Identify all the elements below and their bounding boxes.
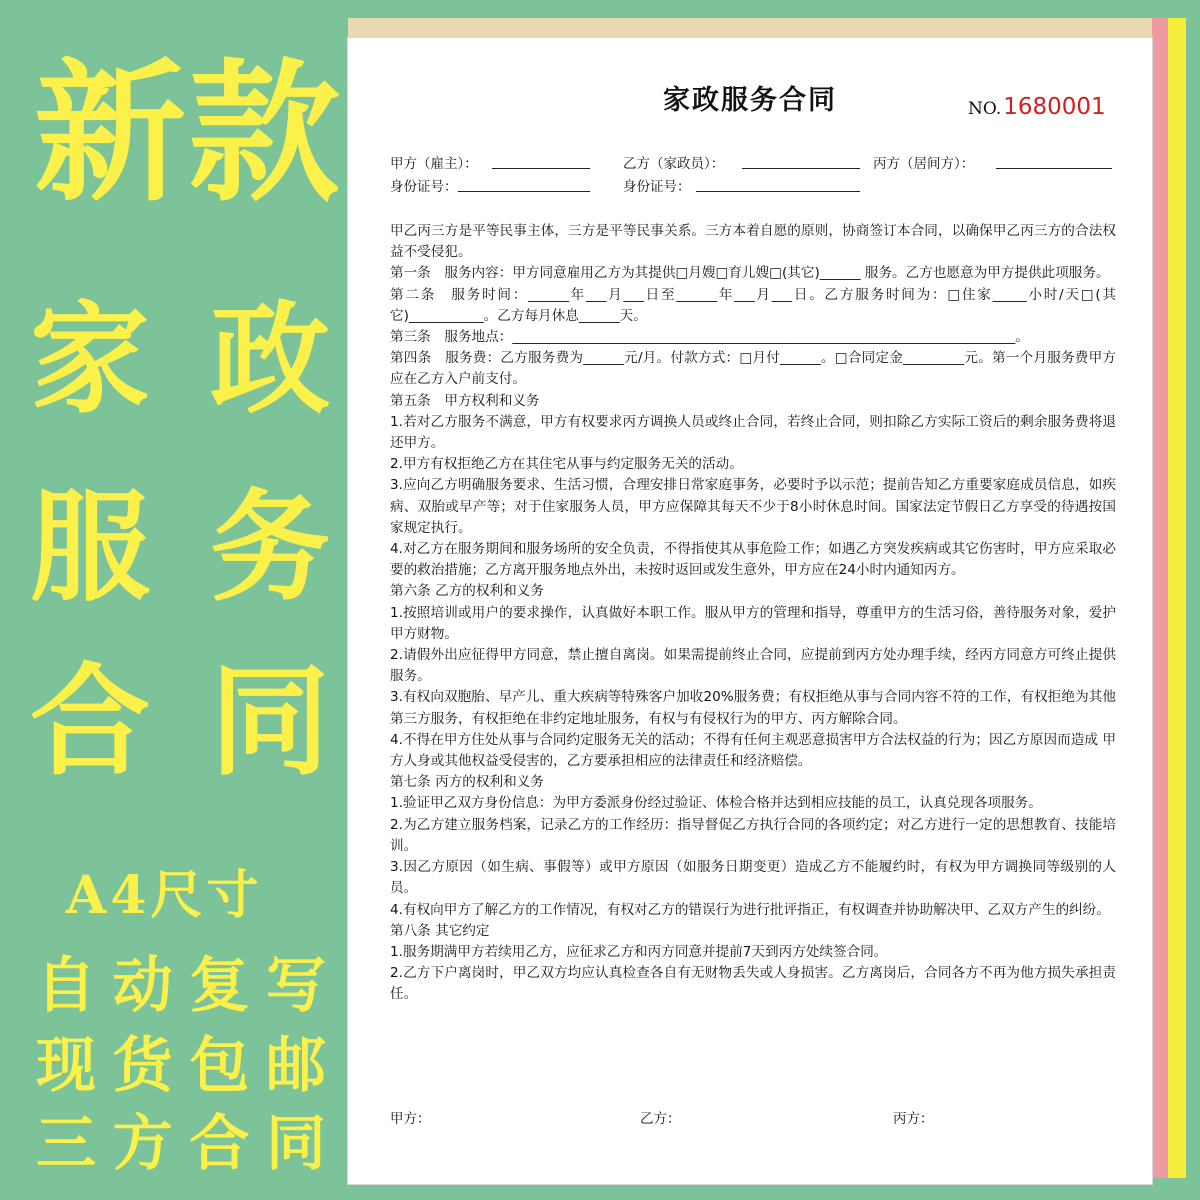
contract-body — [390, 221, 1116, 1006]
party-c-blank[interactable] — [996, 168, 1112, 169]
promo-line-tripartite — [36, 1109, 326, 1179]
clause-5-item: 4.对乙方在服务期间和服务场所的安全负责，不得指使其从事危险工作；如遇乙方突发疾病或其它伤害时，甲方应采取必要的救治措施；乙方离开服务地点外出，未按时返回或发生意外，甲方应在24小时内通知丙方。 — [390, 541, 1116, 579]
promo-char: 务 — [210, 477, 330, 618]
party-a-id-blank[interactable] — [458, 191, 590, 192]
promo-char: 货 — [112, 1031, 173, 1101]
clause-6-item: 4.不得在甲方住处从事与合同约定服务无关的活动；不得有任何主观恶意损害甲方合法权益的行为；因乙方原因而造成 甲方人身或其他权益受侵害的，乙方要承担相应的法律责任和经济赔偿。 — [390, 731, 1116, 770]
clause-5-item: 1.若对乙方服务不满意，甲方有权要求丙方调换人员或终止合同，若终止合同，则扣除乙方实际工资后的剩余服务费将退还甲方。 — [390, 413, 1116, 452]
promo-char: 包 — [189, 1031, 250, 1101]
clause-5-heading: 第五条 甲方权利和义务 — [390, 392, 540, 409]
party-b-id-label: 身份证号： — [623, 179, 691, 195]
clause-8-item: 2.乙方下户离岗时，甲乙双方均应认真检查各自有无财物丢失或人身损害。乙方离岗后，合同各方不再为他方损失承担责任。 — [390, 965, 1116, 1003]
clause-2: 第二条 服务时间：______年___月___日至______年___月___日。乙方服务时间为：□住家_____小时/天□(其它)___________。乙方每月休息______天。 — [390, 286, 1116, 324]
promo-char: 政 — [210, 289, 330, 430]
party-a-blank[interactable] — [492, 168, 590, 169]
promo-char: 合 — [189, 1109, 250, 1179]
promo-char: 服 — [30, 477, 150, 618]
party-b-blank[interactable] — [742, 168, 860, 169]
promo-char: 动 — [112, 951, 173, 1021]
clause-6-item: 1.按照培训或用户的要求操作，认真做好本职工作。服从甲方的管理和指导，尊重甲方的生活习俗，善待服务对象，爱护甲方财物。 — [390, 604, 1116, 642]
clause-7-item: 3.因乙方原因（如生病、事假等）或甲方原因（如服务日期变更）造成乙方不能履约时，有权为甲方调换同等级别的人员。 — [390, 859, 1116, 897]
signature-party-b[interactable]: 乙方： — [640, 1111, 681, 1127]
promo-char: 三 — [36, 1109, 96, 1179]
party-b-label: 乙方（家政员）： — [623, 156, 725, 172]
clause-6-item: 3.有权向双胞胎、早产儿、重大疾病等特殊客户加收20%服务费；有权拒绝从事与合同内容不符的工作，有权拒绝为其他第三方服务，有权拒绝在非约定地址服务，有权与有侵权行为的甲方、丙方解除合同。 — [390, 689, 1116, 727]
clause-6-item: 2.请假外出应征得甲方同意，禁止擅自离岗。如果需提前终止合同，应提前到丙方处办理手续，经丙方同意方可终止提供服务。 — [390, 647, 1116, 685]
promo-new: 新款 — [34, 45, 342, 222]
clause-8-heading: 第八条 其它约定 — [390, 922, 490, 939]
clause-7-item: 4.有权向甲方了解乙方的工作情况，有权对乙方的错误行为进行批评指正，有权调查并协助解决甲、乙双方产生的纠纷。 — [390, 901, 1110, 918]
promo-char: 写 — [265, 951, 326, 1021]
paper-yellow-copy — [1166, 18, 1186, 1178]
serial-number — [968, 94, 1106, 120]
clause-3: 第三条 服务地点：__________________________________________________________________________。 — [390, 329, 1029, 346]
clause-7-item: 2.为乙方建立服务档案，记录乙方的工作经历：指导督促乙方执行合同的各项约定；对乙方进行一定的思想教育、技能培训。 — [390, 816, 1116, 854]
signature-party-a[interactable]: 甲方： — [390, 1111, 431, 1127]
promo-row-service — [30, 477, 330, 618]
promo-char: 现 — [36, 1031, 96, 1101]
serial-prefix: NO. — [968, 99, 1002, 119]
promo-char: 复 — [189, 951, 250, 1021]
promo-char: 同 — [265, 1109, 326, 1179]
document-title: 家政服务合同 — [663, 85, 837, 116]
party-a-label: 甲方（雇主）： — [390, 156, 478, 172]
promo-line-carbonless — [36, 951, 326, 1021]
promo-char: 方 — [112, 1109, 173, 1179]
clause-1: 第一条 服务内容：甲方同意雇用乙方为其提供□月嫂□育儿嫂□(其它)______ 服务。乙方也愿意为甲方提供此项服务。 — [390, 265, 1110, 282]
promo-line-instock — [36, 1031, 326, 1101]
paper-pink-copy — [1152, 18, 1168, 1178]
promo-row-contract — [30, 651, 330, 792]
promo-size: A4尺寸 — [66, 865, 263, 926]
clause-7-item: 1.验证甲乙双方身份信息：为甲方委派身份经过验证、体检合格并达到相应技能的员工，认真兑现各项服务。 — [390, 795, 1042, 812]
party-b-id-blank[interactable] — [696, 191, 860, 192]
promo-row-household — [30, 289, 330, 430]
clause-6-heading: 第六条 乙方的权利和义务 — [390, 583, 544, 600]
clause-7-heading: 第七条 丙方的权利和义务 — [390, 774, 544, 791]
promo-char: 邮 — [265, 1031, 326, 1101]
clause-8-item: 1.服务期满甲方若续用乙方，应征求乙方和丙方同意并提前7天到丙方处续签合同。 — [390, 943, 888, 960]
promo-char: 合 — [30, 651, 150, 792]
serial-value: 1680001 — [1003, 94, 1106, 120]
party-a-id-label: 身份证号： — [390, 179, 458, 195]
clause-5-item: 2.甲方有权拒绝乙方在其住宅从事与约定服务无关的活动。 — [390, 456, 743, 473]
promo-char: 家 — [30, 289, 150, 430]
clause-4: 第四条 服务费：乙方服务费为______元/月。付款方式：□月付______。□合同定金_________元。第一个月服务费甲方应在乙方入户前支付。 — [390, 350, 1116, 388]
signature-party-c[interactable]: 丙方： — [893, 1111, 934, 1127]
promo-char: 同 — [210, 651, 330, 792]
promo-char: 自 — [36, 951, 96, 1021]
party-c-label: 丙方（居间方）： — [873, 156, 975, 172]
clause-preamble: 甲乙丙三方是平等民事主体，三方是平等民事关系。三方本着自愿的原则，协商签订本合同，以确保甲乙丙三方的合法权益不受侵犯。 — [390, 223, 1116, 261]
clause-5-item: 3.应向乙方明确服务要求、生活习惯，合理安排日常家庭事务，必要时予以示范；提前告知乙方重要家庭成员信息，如疾病、双胎或早产等；对于住家服务人员，甲方应保障其每天不少于8小时休息时间。国家法定节假日乙方享受的待遇按国家规定执行。 — [390, 477, 1116, 536]
